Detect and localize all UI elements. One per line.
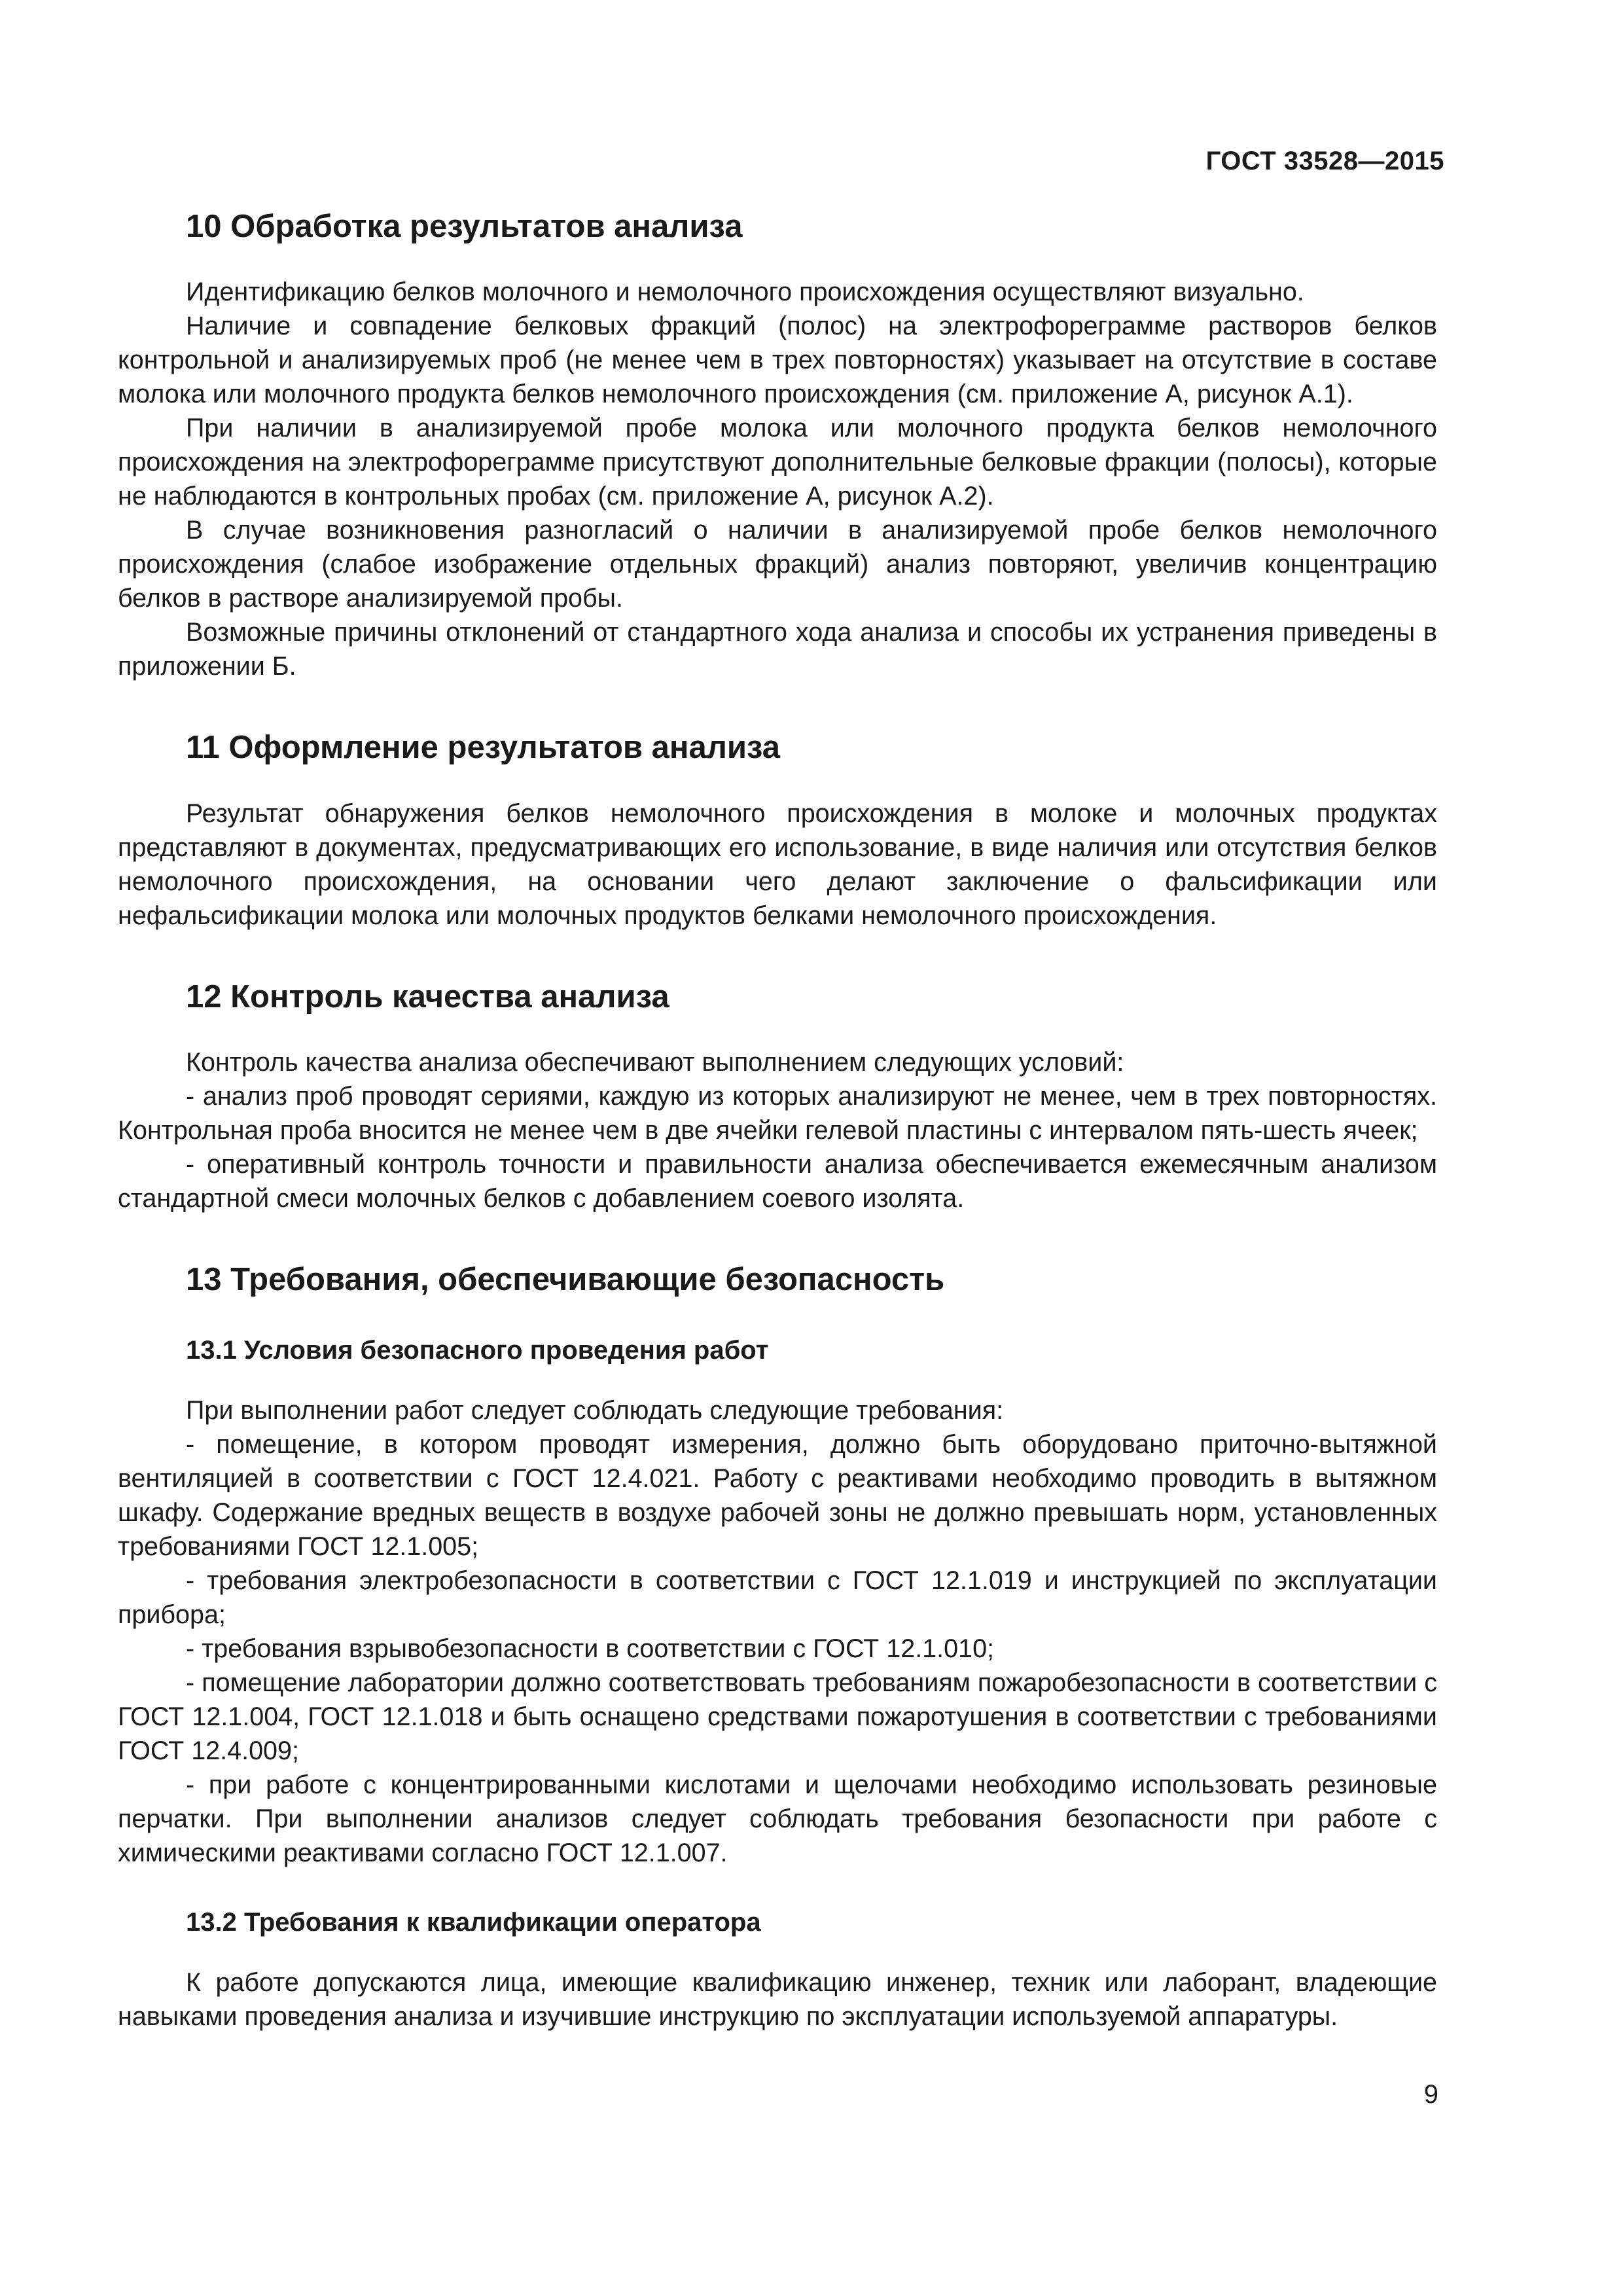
section-heading: 10 Обработка результатов анализа [186, 209, 743, 244]
paragraph: Идентификацию белков молочного и немолочного происхождения осуществляют визуально. [186, 278, 1304, 307]
section-heading: 13 Требования, обеспечивающие безопасность [186, 1262, 945, 1298]
paragraph: При выполнении работ следует соблюдать следующие требования: [186, 1396, 1004, 1426]
list-item: - помещение лаборатории должно соответствовать требованиям пожаробезопасности в соответствии с ГОСТ 12.1.004, ГОСТ 12.1.018 и быть оснащено средствами пожаротушения в соответствии с требованиями ГОСТ 12.4.009; [118, 1668, 1437, 1766]
list-item: - требования взрывобезопасности в соответствии с ГОСТ 12.1.010; [186, 1634, 995, 1664]
page-content [118, 208, 1437, 2070]
section-11 [118, 729, 1437, 932]
paragraph: Наличие и совпадение белковых фракций (полос) на электрофореграмме растворов белков контрольной и анализируемых проб (не менее чем в трех повторностях) указывает на отсутствие в составе молока или молочного продукта белков немолочного происхождения (см. приложение А, рисунок А.1). [118, 312, 1437, 409]
section-13 [118, 1261, 1437, 2034]
document-code: ГОСТ 33528—2015 [1205, 147, 1444, 175]
section-heading: 12 Контроль качества анализа [186, 978, 669, 1014]
page-number: 9 [1423, 2080, 1438, 2109]
list-item: - при работе с концентрированными кислотами и щелочами необходимо использовать резиновые перчатки. При выполнении анализов следует соблюдать требования безопасности при работе с химическими реактивами согласно ГОСТ 12.1.007. [118, 1770, 1437, 1868]
paragraph: Результат обнаружения белков немолочного происхождения в молоке и молочных продуктах представляют в документах, предусматривающих его использование, в виде наличия или отсутствия белков немолочного происхождения, на основании чего делают заключение о фальсификации или нефальсификации молока или молочных продуктов белками немолочного происхождения. [118, 798, 1437, 930]
section-10 [118, 208, 1437, 683]
list-item: - помещение, в котором проводят измерения, должно быть оборудовано приточно-вытяжной вентиляцией в соответствии с ГОСТ 12.4.021. Работу с реактивами необходимо проводить в вытяжном шкафу. Содержание вредных веществ в воздухе рабочей зоны не должно превышать норм, установленных требованиями ГОСТ 12.1.005; [118, 1430, 1437, 1562]
paragraph: В случае возникновения разногласий о наличии в анализируемой пробе белков немолочного происхождения (слабое изображение отдельных фракций) анализ повторяют, увеличив концентрацию белков в растворе анализируемой пробы. [118, 516, 1437, 613]
paragraph: Возможные причины отклонений от стандартного хода анализа и способы их устранения приведены в приложении Б. [118, 618, 1437, 681]
section-heading: 11 Оформление результатов анализа [186, 730, 780, 766]
subsection-13-1 [118, 1335, 1437, 1870]
paragraph: К работе допускаются лица, имеющие квалификацию инженер, техник или лаборант, владеющие навыками проведения анализа и изучившие инструкцию по эксплуатации используемой аппаратуры. [118, 1968, 1437, 2032]
list-item: - оперативный контроль точности и правильности анализа обеспечивается ежемесячным анализом стандартной смеси молочных белков с добавлением соевого изолята. [118, 1150, 1437, 1213]
section-12 [118, 978, 1437, 1215]
subsection-heading: 13.1 Условия безопасного проведения работ [186, 1336, 769, 1365]
list-item: - требования электробезопасности в соответствии с ГОСТ 12.1.019 и инструкцией по эксплуатации прибора; [118, 1566, 1437, 1630]
subsection-13-2 [118, 1907, 1437, 2034]
paragraph: При наличии в анализируемой пробе молока или молочного продукта белков немолочного происхождения на электрофореграмме присутствуют дополнительные белковые фракции (полосы), которые не наблюдаются в контрольных пробах (см. приложение А, рисунок А.2). [118, 414, 1437, 511]
list-item: - анализ проб проводят сериями, каждую из которых анализируют не менее, чем в трех повторностях. Контрольная проба вносится не менее чем в две ячейки гелевой пластины с интервалом пять-шесть ячеек; [118, 1082, 1437, 1145]
paragraph: Контроль качества анализа обеспечивают выполнением следующих условий: [186, 1048, 1124, 1077]
subsection-heading: 13.2 Требования к квалификации оператора [186, 1908, 761, 1937]
